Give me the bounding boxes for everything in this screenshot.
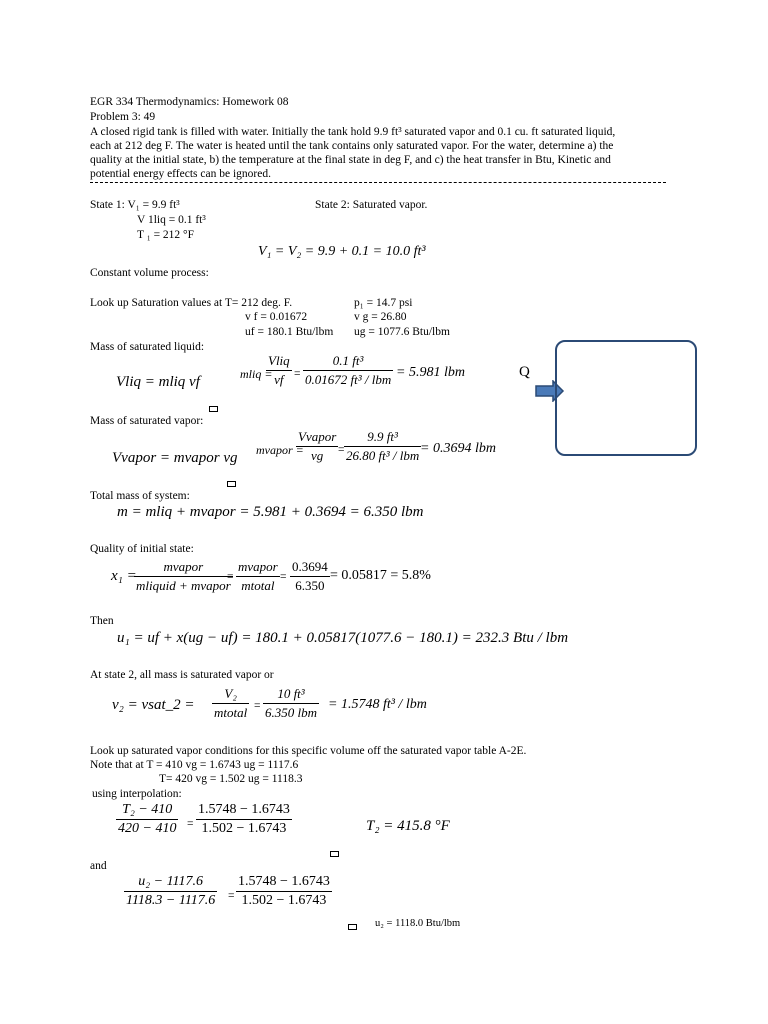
fraction-numerator: u₂ − 1117.6 <box>138 874 204 889</box>
quality-result: = 0.05817 = 5.8% <box>330 568 431 583</box>
problem-statement-line-1: A closed rigid tank is filled with water. Initially the tank hold 9.9 ft³ saturated vapor and 0.1 cu. ft saturated liquid, <box>90 126 616 138</box>
state2-label: State 2: Saturated vapor. <box>315 199 428 211</box>
uf-value: uf = 180.1 Btu/lbm <box>245 326 334 338</box>
problem-statement-line-2: each at 212 deg F. The water is heated until the tank contains only saturated vapor. For the water, determine a) the <box>90 140 614 152</box>
problem-statement-line-4: potential energy effects can be ignored. <box>90 168 271 180</box>
mliq-label: mliq = <box>240 367 273 381</box>
fraction-numerator: T₂ − 410 <box>122 802 173 817</box>
equation-object-marker <box>227 481 236 487</box>
quality-fraction-2 <box>236 559 280 594</box>
problem-number: Problem 3: 49 <box>90 111 156 123</box>
course-header: EGR 334 Thermodynamics: Homework 08 <box>90 96 289 108</box>
problem-statement-line-3: quality at the initial state, b) the temperature at the final state in deg F, and c) the heat transfer in Btu, Kinetic and <box>90 154 611 166</box>
heat-transfer-label: Q <box>519 364 530 380</box>
fraction-denominator: vg <box>311 448 324 463</box>
mvapor-result: = 0.3694 lbm <box>420 441 496 456</box>
total-mass-equation: m = mliq + mvapor = 5.981 + 0.3694 = 6.350 lbm <box>117 504 424 520</box>
v2-fraction-2 <box>263 686 319 721</box>
mvapor-label: mvapor = <box>256 443 304 457</box>
fraction-denominator: 6.350 <box>295 578 325 593</box>
state1-liquid-volume: V 1liq = 0.1 ft³ <box>137 214 206 226</box>
separator-line <box>90 182 666 183</box>
volume-equation: V₁ = V₂ = 9.9 + 0.1 = 10.0 ft³ <box>258 244 426 259</box>
fraction-numerator: Vliq <box>268 353 290 368</box>
vg-value: v g = 26.80 <box>354 311 407 323</box>
fraction-denominator: 1.502 − 1.6743 <box>241 893 327 908</box>
mvapor-fraction-2 <box>344 429 421 464</box>
quality-heading: Quality of initial state: <box>90 543 194 555</box>
v2-label: v₂ = vsat_2 = <box>112 697 195 713</box>
table-lookup-line-3: T= 420 vg = 1.502 ug = 1118.3 <box>159 773 303 785</box>
saturation-lookup-line: Look up Saturation values at T= 212 deg. F. <box>90 297 293 309</box>
fraction-numerator: V₂ <box>224 686 237 701</box>
fraction-numerator: 10 ft³ <box>277 686 305 701</box>
and-label: and <box>90 860 107 872</box>
fraction-numerator: mvapor <box>238 559 278 574</box>
v2-fraction-1 <box>212 686 249 721</box>
table-lookup-line-2: Note that at T = 410 vg = 1.6743 ug = 1117.6 <box>90 759 299 771</box>
interpolation-label: using interpolation: <box>92 788 182 800</box>
quality-fraction-1 <box>134 559 233 594</box>
state1-volume: State 1: V₁ = 9.9 ft³ <box>90 199 180 211</box>
fraction-numerator: mvapor <box>163 559 204 574</box>
interp-T-fraction-2 <box>196 802 292 837</box>
ug-value: ug = 1077.6 Btu/lbm <box>354 326 450 338</box>
fraction-denominator: 6.350 lbm <box>265 705 317 720</box>
interp-u-fraction-1 <box>124 874 217 909</box>
mliq-result: = 5.981 lbm <box>396 365 465 380</box>
fraction-numerator: Vvapor <box>298 429 337 444</box>
state2-heading: At state 2, all mass is saturated vapor or <box>90 669 274 681</box>
mass-liquid-heading: Mass of saturated liquid: <box>90 341 205 353</box>
T2-result: T₂ = 415.8 °F <box>366 818 450 834</box>
fraction-denominator: 26.80 ft³ / lbm <box>346 448 420 463</box>
fraction-denominator: 1.502 − 1.6743 <box>201 821 287 836</box>
constant-volume-label: Constant volume process: <box>90 267 209 279</box>
quality-fraction-3 <box>290 559 330 594</box>
internal-energy-equation: u₁ = uf + x(ug − uf) = 180.1 + 0.05817(1077.6 − 180.1) = 232.3 Btu / lbm <box>117 630 569 646</box>
mliq-fraction-2 <box>303 353 393 388</box>
fraction-denominator: mtotal <box>214 705 248 720</box>
v2-result: = 1.5748 ft³ / lbm <box>328 697 427 712</box>
fraction-numerator: 0.3694 <box>292 559 328 574</box>
fraction-denominator: 420 − 410 <box>118 821 177 836</box>
tank-diagram-box <box>555 340 697 456</box>
fraction-numerator: 1.5748 − 1.6743 <box>238 874 330 889</box>
fraction-numerator: 1.5748 − 1.6743 <box>198 802 290 817</box>
table-lookup-line-1: Look up saturated vapor conditions for this specific volume off the saturated vapor table A-2E. <box>90 745 527 757</box>
fraction-denominator: vf <box>274 372 284 387</box>
interp-u-fraction-2 <box>236 874 332 909</box>
u2-result: u₂ = 1118.0 Btu/lbm <box>375 918 461 929</box>
mass-vapor-heading: Mass of saturated vapor: <box>90 415 204 427</box>
fraction-denominator: 1118.3 − 1117.6 <box>126 893 216 908</box>
interp-T-fraction-1 <box>116 802 178 837</box>
fraction-denominator: 0.01672 ft³ / lbm <box>305 372 392 387</box>
total-mass-heading: Total mass of system: <box>90 490 190 502</box>
mvapor-fraction-1 <box>296 429 338 464</box>
equation-object-marker <box>330 851 339 857</box>
pressure-value: p₁ = 14.7 psi <box>354 297 413 309</box>
quality-x-label: x₁ = <box>111 568 137 584</box>
then-label: Then <box>90 615 114 627</box>
fraction-numerator: 0.1 ft³ <box>332 353 364 368</box>
vf-value: v f = 0.01672 <box>245 311 308 323</box>
fraction-denominator: mtotal <box>241 578 275 593</box>
state1-temperature: T ₁ = 212 °F <box>137 229 195 241</box>
fraction-denominator: mliquid + mvapor <box>136 578 231 593</box>
liquid-volume-relation: Vliq = mliq vf <box>116 374 200 390</box>
fraction-numerator: 9.9 ft³ <box>367 429 398 444</box>
homework-page: EGR 334 Thermodynamics: Homework 08 Problem 3: 49 A closed rigid tank is filled with water. Initially the tank hold 9.9 ft³ saturated vapor and 0.1 cu. ft saturated liquid, each at 212 deg F. The water is heated until the tank contains only saturated vapor. For the water, determine a) the quality at the initial state, b) the temperature at the final state in deg F, and c) the heat transfer in Btu, Kinetic and potential energy effects can be ignored. State 1: V₁ = 9.9 ft³ State 2: Saturated vapor. V 1liq = 0.1 ft³ T ₁ = 212 °F V₁ = V₂ = 9.9 + 0.1 = 10.0 ft³ Constant volume process: Look up Saturation values at T= 212 deg. F. p₁ = 14.7 psi v f = 0.01672 v g = 26.80 uf = 180.1 Btu/lbm ug = 1077.6 Btu/lbm Mass of saturated liquid: Vliq = mliq vf mliq = Vliq vf = 0.1 ft³ 0.01672 ft³ / lbm = 5.981 lbm Mass of saturated vapor: Vvapor = mvapor vg mvapor = Vvapor vg = 9.9 ft³ 26.80 ft³ / lbm = 0.3694 lbm Total mass of system: m = mliq + mvapor = 5.981 + 0.3694 = 6.350 lbm Quality of initial state: x₁ = mvapor mliquid + mvapor = mvapor mtotal = 0.3694 6.350 = 0.05817 = 5.8% Then u₁ = uf + x(ug − uf) = 180.1 + 0.05817(1077.6 − 180.1) = 232.3 Btu / lbm At state 2, all mass is saturated vapor or v₂ = vsat_2 = V₂ mtotal = 10 ft³ 6.350 lbm = 1.5748 ft³ / lbm Look up saturated vapor conditions for this specific volume off the saturated vapor table A-2E. Note that at T = 410 vg = 1.6743 ug = 1117.6 T= 420 vg = 1.502 ug = 1118.3 using interpolation: T₂ − 410 420 − 410 = 1.5748 − 1.6743 1.502 − 1.6743 T₂ = 415.8 °F and u₂ − 1117.6 1118.3 − 1117.6 = 1.5748 − 1.6743 1.502 − 1.6743 u₂ = 1118.0 Btu/lbm Q <box>0 0 768 1024</box>
vapor-volume-relation: Vvapor = mvapor vg <box>112 450 238 466</box>
equation-object-marker <box>348 924 357 930</box>
equation-object-marker <box>209 406 218 412</box>
mliq-fraction-1 <box>266 353 292 388</box>
